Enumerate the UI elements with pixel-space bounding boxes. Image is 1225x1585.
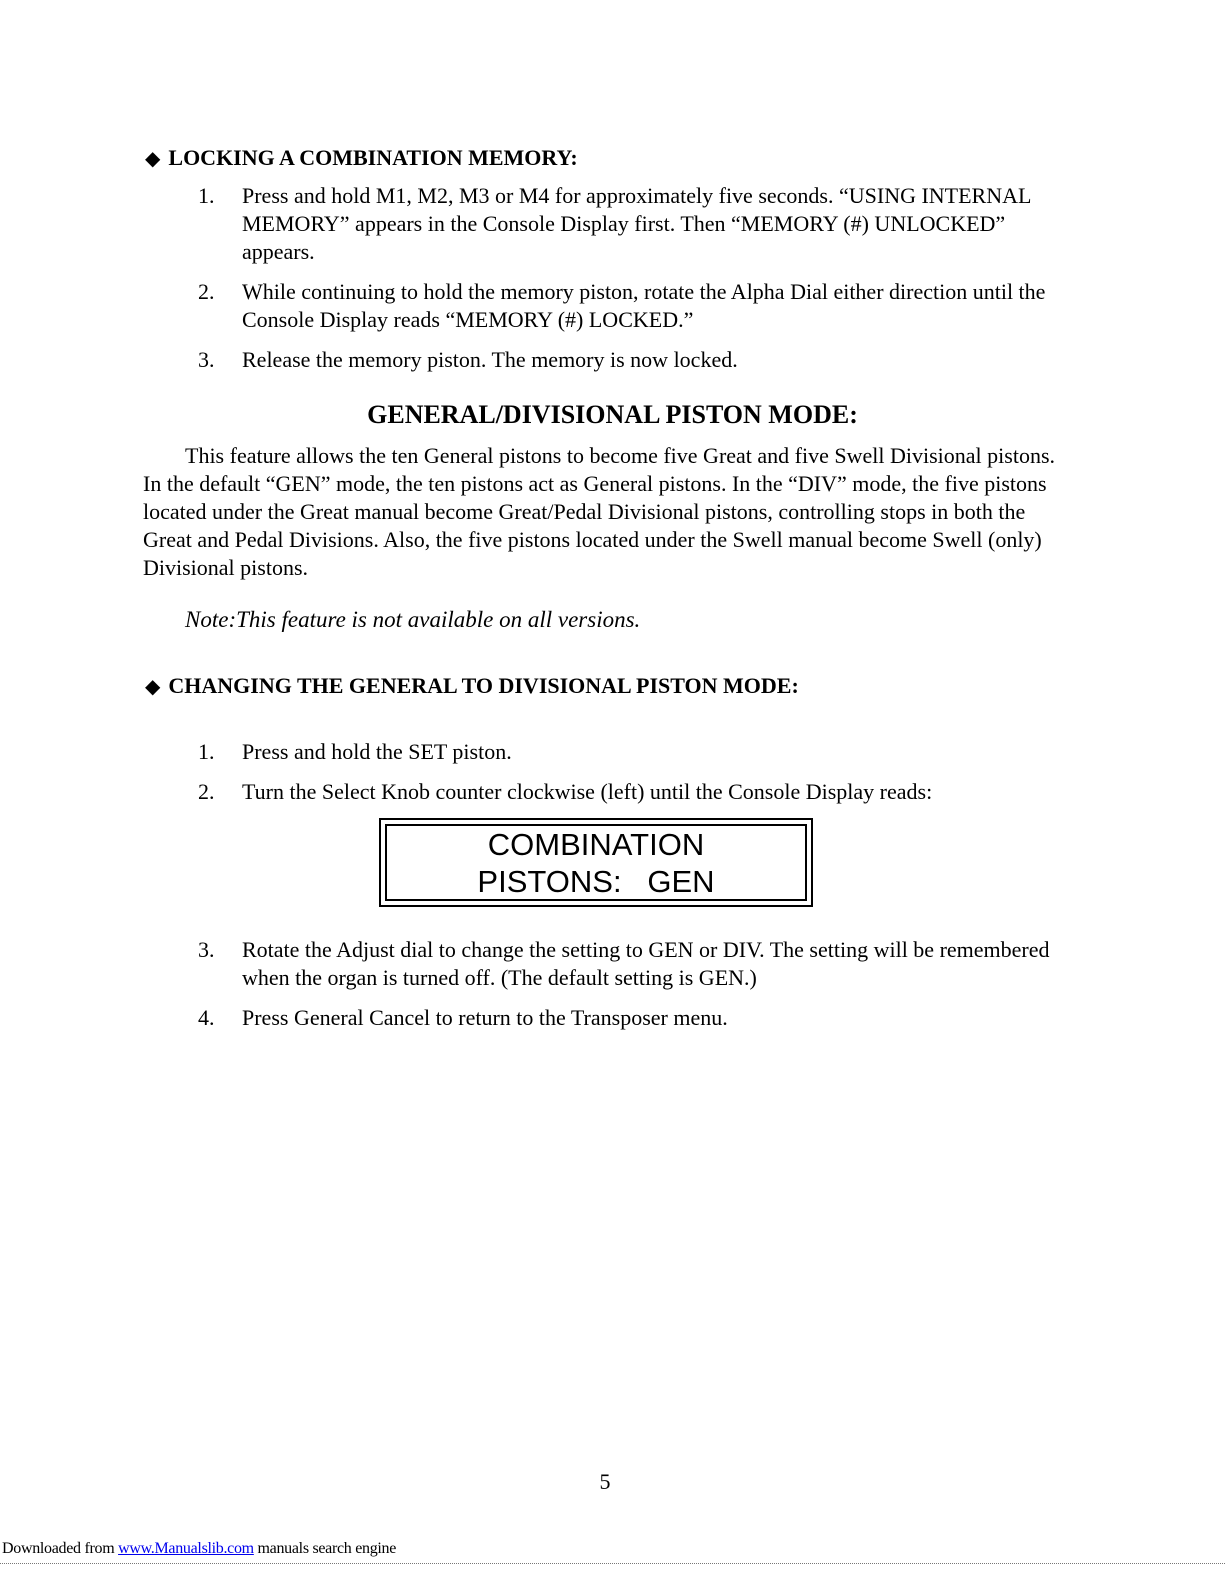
display-line-1: COMBINATION xyxy=(487,827,705,862)
heading-text: CHANGING THE GENERAL TO DIVISIONAL PISTON MODE: xyxy=(168,673,799,698)
manualslib-link[interactable]: www.Manualslib.com xyxy=(118,1540,254,1557)
step-number: 3. xyxy=(198,347,215,372)
console-display xyxy=(379,818,813,907)
download-footer xyxy=(2,1538,396,1560)
step-number: 4. xyxy=(198,1005,215,1030)
section-title-general-divisional: GENERAL/DIVISIONAL PISTON MODE: xyxy=(367,400,858,429)
step-text: Press General Cancel to return to the Transposer menu. xyxy=(242,1005,728,1030)
display-line-2: PISTONS: GEN xyxy=(477,864,715,899)
step-text: Press and hold the SET piston. xyxy=(242,739,512,764)
section-heading-locking xyxy=(145,145,578,172)
footer-prefix: Downloaded from xyxy=(2,1540,119,1557)
diamond-bullet-icon: ◆ xyxy=(145,676,161,698)
footer-divider xyxy=(0,1563,1225,1564)
section-heading-changing-mode xyxy=(145,673,799,700)
heading-text: LOCKING A COMBINATION MEMORY: xyxy=(168,145,578,170)
step-text: While continuing to hold the memory piston, rotate the Alpha Dial either direction until the Console Display reads “MEMORY (#) LOCKED.” xyxy=(242,279,1046,332)
step-text: Turn the Select Knob counter clockwise (left) until the Console Display reads: xyxy=(242,779,933,804)
step-number: 3. xyxy=(198,937,215,962)
diamond-bullet-icon: ◆ xyxy=(145,148,161,170)
step-text: Press and hold M1, M2, M3 or M4 for approximately five seconds. “USING INTERNAL MEMORY” appears in the Console Display first. Then “MEMORY (#) UNLOCKED” appears. xyxy=(242,183,1031,264)
step-text: Release the memory piston. The memory is now locked. xyxy=(242,347,738,372)
version-note: Note:This feature is not available on all versions. xyxy=(185,607,641,632)
step-number: 2. xyxy=(198,779,215,804)
step-number: 1. xyxy=(198,739,215,764)
footer-suffix: manuals search engine xyxy=(253,1540,397,1557)
step-number: 1. xyxy=(198,183,215,208)
feature-description: This feature allows the ten General pistons to become five Great and five Swell Divisional pistons. In the default “GEN” mode, the ten pistons act as General pistons. In the “DIV” mode, the five pistons located under the Great manual become Great/Pedal Divisional pistons, controlling stops in both the Great and Pedal Divisions. Also, the five pistons located under the Swell manual become Swell (only) Divisional pistons. xyxy=(143,443,1055,580)
page-number: 5 xyxy=(599,1469,611,1494)
console-display-screen xyxy=(385,824,807,901)
step-text: Rotate the Adjust dial to change the setting to GEN or DIV. The setting will be remembered when the organ is turned off. (The default setting is GEN.) xyxy=(242,937,1050,990)
step-number: 2. xyxy=(198,279,215,304)
